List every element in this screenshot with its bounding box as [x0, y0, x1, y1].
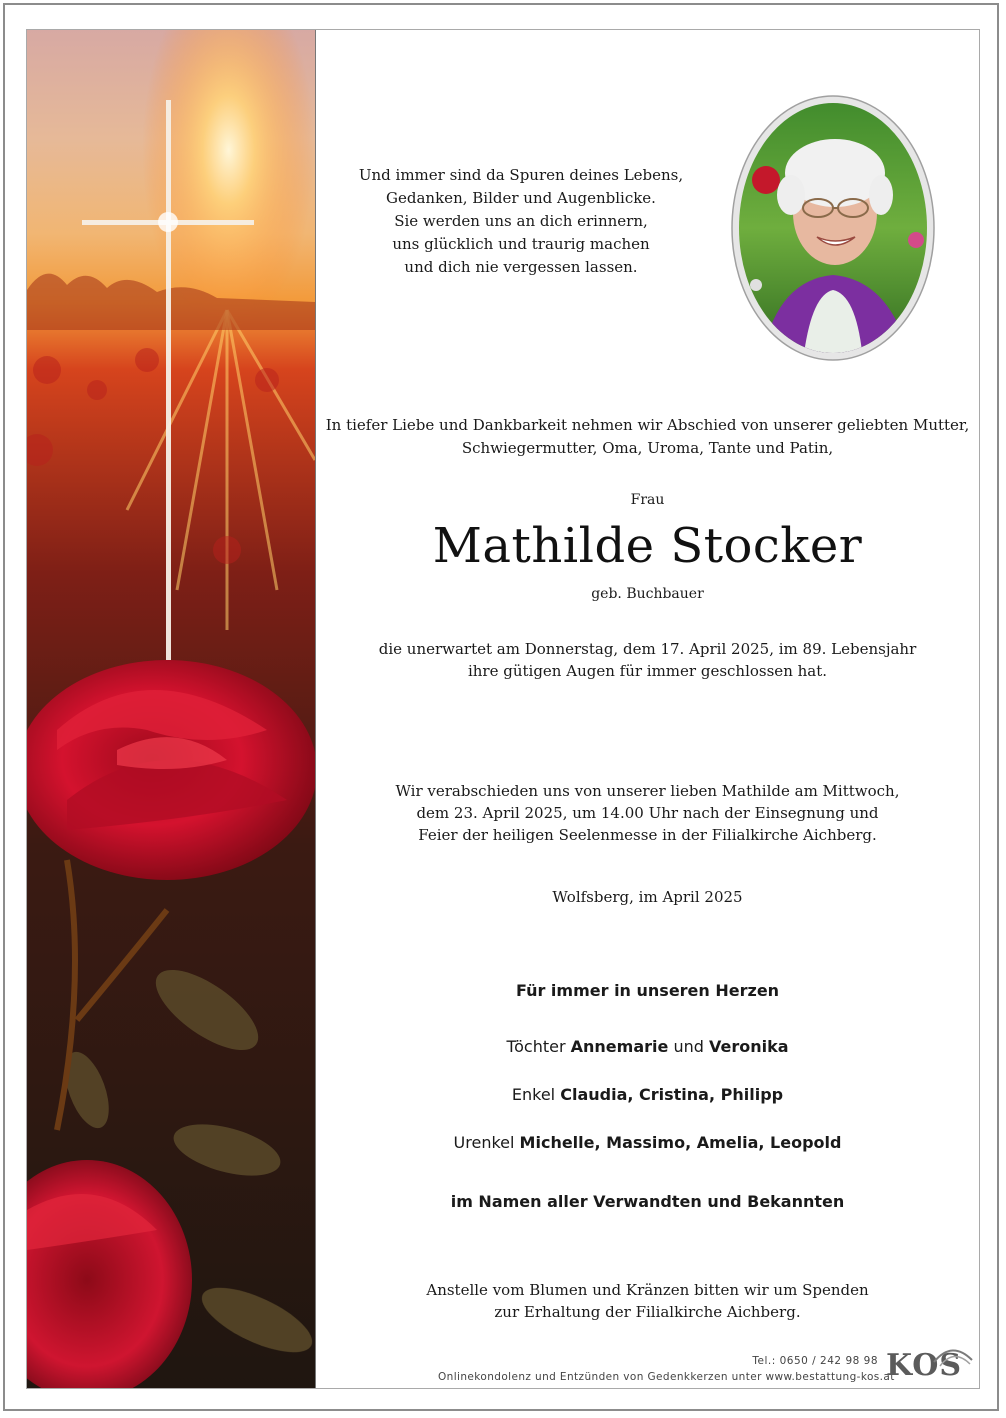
grandchildren-names: Claudia, Cristina, Philipp: [560, 1085, 784, 1104]
funeral-details: [315, 780, 980, 846]
death-notice-line: die unerwartet am Donnerstag, dem 17. April 2025, im 89. Lebensjahr: [378, 640, 917, 658]
company-logo: KOS: [886, 1348, 963, 1383]
family-great-grandchildren: [315, 1133, 980, 1152]
death-notice: [315, 638, 980, 682]
logo-arc-icon: [930, 1344, 976, 1374]
daughters-and: und: [673, 1037, 704, 1056]
great-grandchildren-prefix: Urenkel: [453, 1133, 515, 1152]
daughter-name: Veronika: [708, 1037, 789, 1056]
funeral-line: dem 23. April 2025, um 14.00 Uhr nach der Einsegnung und: [416, 804, 879, 822]
grandchildren-prefix: Enkel: [511, 1085, 556, 1104]
intro-text: [315, 414, 980, 460]
forever-heading: Für immer in unseren Herzen: [515, 981, 780, 1000]
side-image-cross-roses: [27, 30, 316, 1388]
poem-line: Sie werden uns an dich erinnern,: [394, 212, 648, 230]
phone-number: Tel.: 0650 / 242 98 98: [752, 1355, 878, 1367]
great-grandchildren-names: Michelle, Massimo, Amelia, Leopold: [519, 1133, 842, 1152]
condolence-link[interactable]: Onlinekondolenz und Entzünden von Gedenkkerzen unter www.bestattung-kos.at: [438, 1371, 895, 1383]
death-notice-line: ihre gütigen Augen für immer geschlossen hat.: [467, 662, 828, 680]
intro-line: Schwiegermutter, Oma, Uroma, Tante und Patin,: [461, 439, 834, 457]
poem: [316, 164, 726, 279]
portrait-photo: [731, 95, 935, 361]
maiden-name: geb. Buchbauer: [591, 586, 704, 602]
donation-line: zur Erhaltung der Filialkirche Aichberg.: [494, 1303, 801, 1321]
donation-line: Anstelle vom Blumen und Kränzen bitten wir um Spenden: [426, 1281, 869, 1299]
poem-line: und dich nie vergessen lassen.: [404, 258, 638, 276]
funeral-line: Wir verabschieden uns von unserer lieben Mathilde am Mittwoch,: [395, 782, 900, 800]
poem-line: Und immer sind da Spuren deines Lebens,: [358, 166, 684, 184]
family-grandchildren: [315, 1085, 980, 1104]
relatives-line: im Namen aller Verwandten und Bekannten: [450, 1192, 845, 1211]
intro-line: In tiefer Liebe und Dankbarkeit nehmen wir Abschied von unserer geliebten Mutter,: [325, 416, 970, 434]
poem-line: uns glücklich und traurig machen: [392, 235, 650, 253]
daughter-name: Annemarie: [570, 1037, 669, 1056]
deceased-name: Mathilde Stocker: [432, 518, 863, 574]
salutation: Frau: [630, 492, 665, 508]
place-date: Wolfsberg, im April 2025: [552, 888, 743, 906]
daughters-prefix: Töchter: [506, 1037, 566, 1056]
poem-line: Gedanken, Bilder und Augenblicke.: [386, 189, 656, 207]
donation-request: [315, 1279, 980, 1323]
funeral-line: Feier der heiligen Seelenmesse in der Filialkirche Aichberg.: [418, 826, 877, 844]
family-daughters: [315, 1037, 980, 1056]
